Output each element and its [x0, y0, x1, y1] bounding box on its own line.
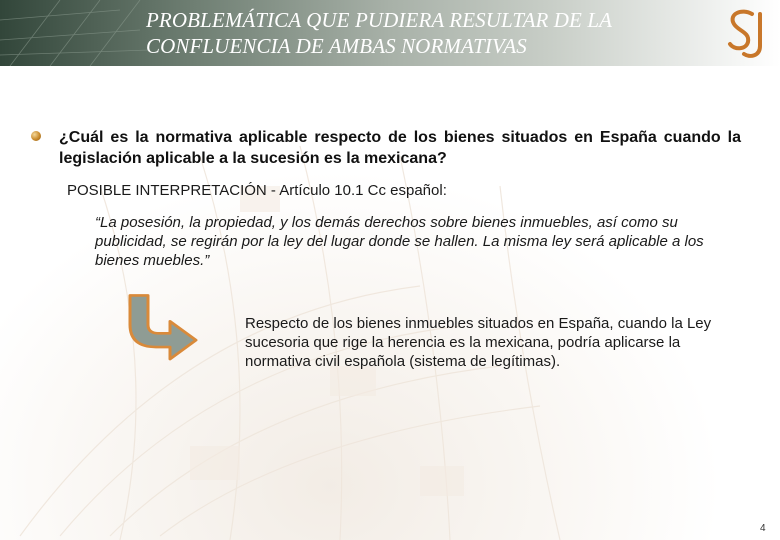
page-title-line1: PROBLEMÁTICA QUE PUDIERA RESULTAR DE LA [146, 8, 613, 32]
bullet-icon [31, 131, 41, 141]
curved-down-right-arrow-icon [126, 292, 198, 364]
sj-monogram-logo-icon [722, 6, 768, 60]
page-title-line2: CONFLUENCIA DE AMBAS NORMATIVAS [146, 34, 527, 58]
conclusion-text: Respecto de los bienes inmuebles situados en España, cuando la Ley sucesoria que rige la herencia es la mexicana, podría aplicarse la normativa civil española (sistema de legítimas). [245, 315, 712, 370]
page-number: 4 [760, 523, 766, 534]
question-text: ¿Cuál es la normativa aplicable respecto de los bienes situados en España cuando la legislación aplicable a la sucesión es la mexicana? [59, 129, 741, 167]
header-bar [0, 0, 780, 66]
page-title [146, 7, 706, 59]
header-texture [0, 0, 160, 66]
interpretation-label: POSIBLE INTERPRETACIÓN - Artículo 10.1 Cc español: [67, 182, 447, 199]
article-quote: “La posesión, la propiedad, y los demás derechos sobre bienes inmuebles, así como su publicidad, se regirán por la ley del lugar donde se hallen. La misma ley será aplicable a los bienes muebles.” [95, 214, 704, 269]
